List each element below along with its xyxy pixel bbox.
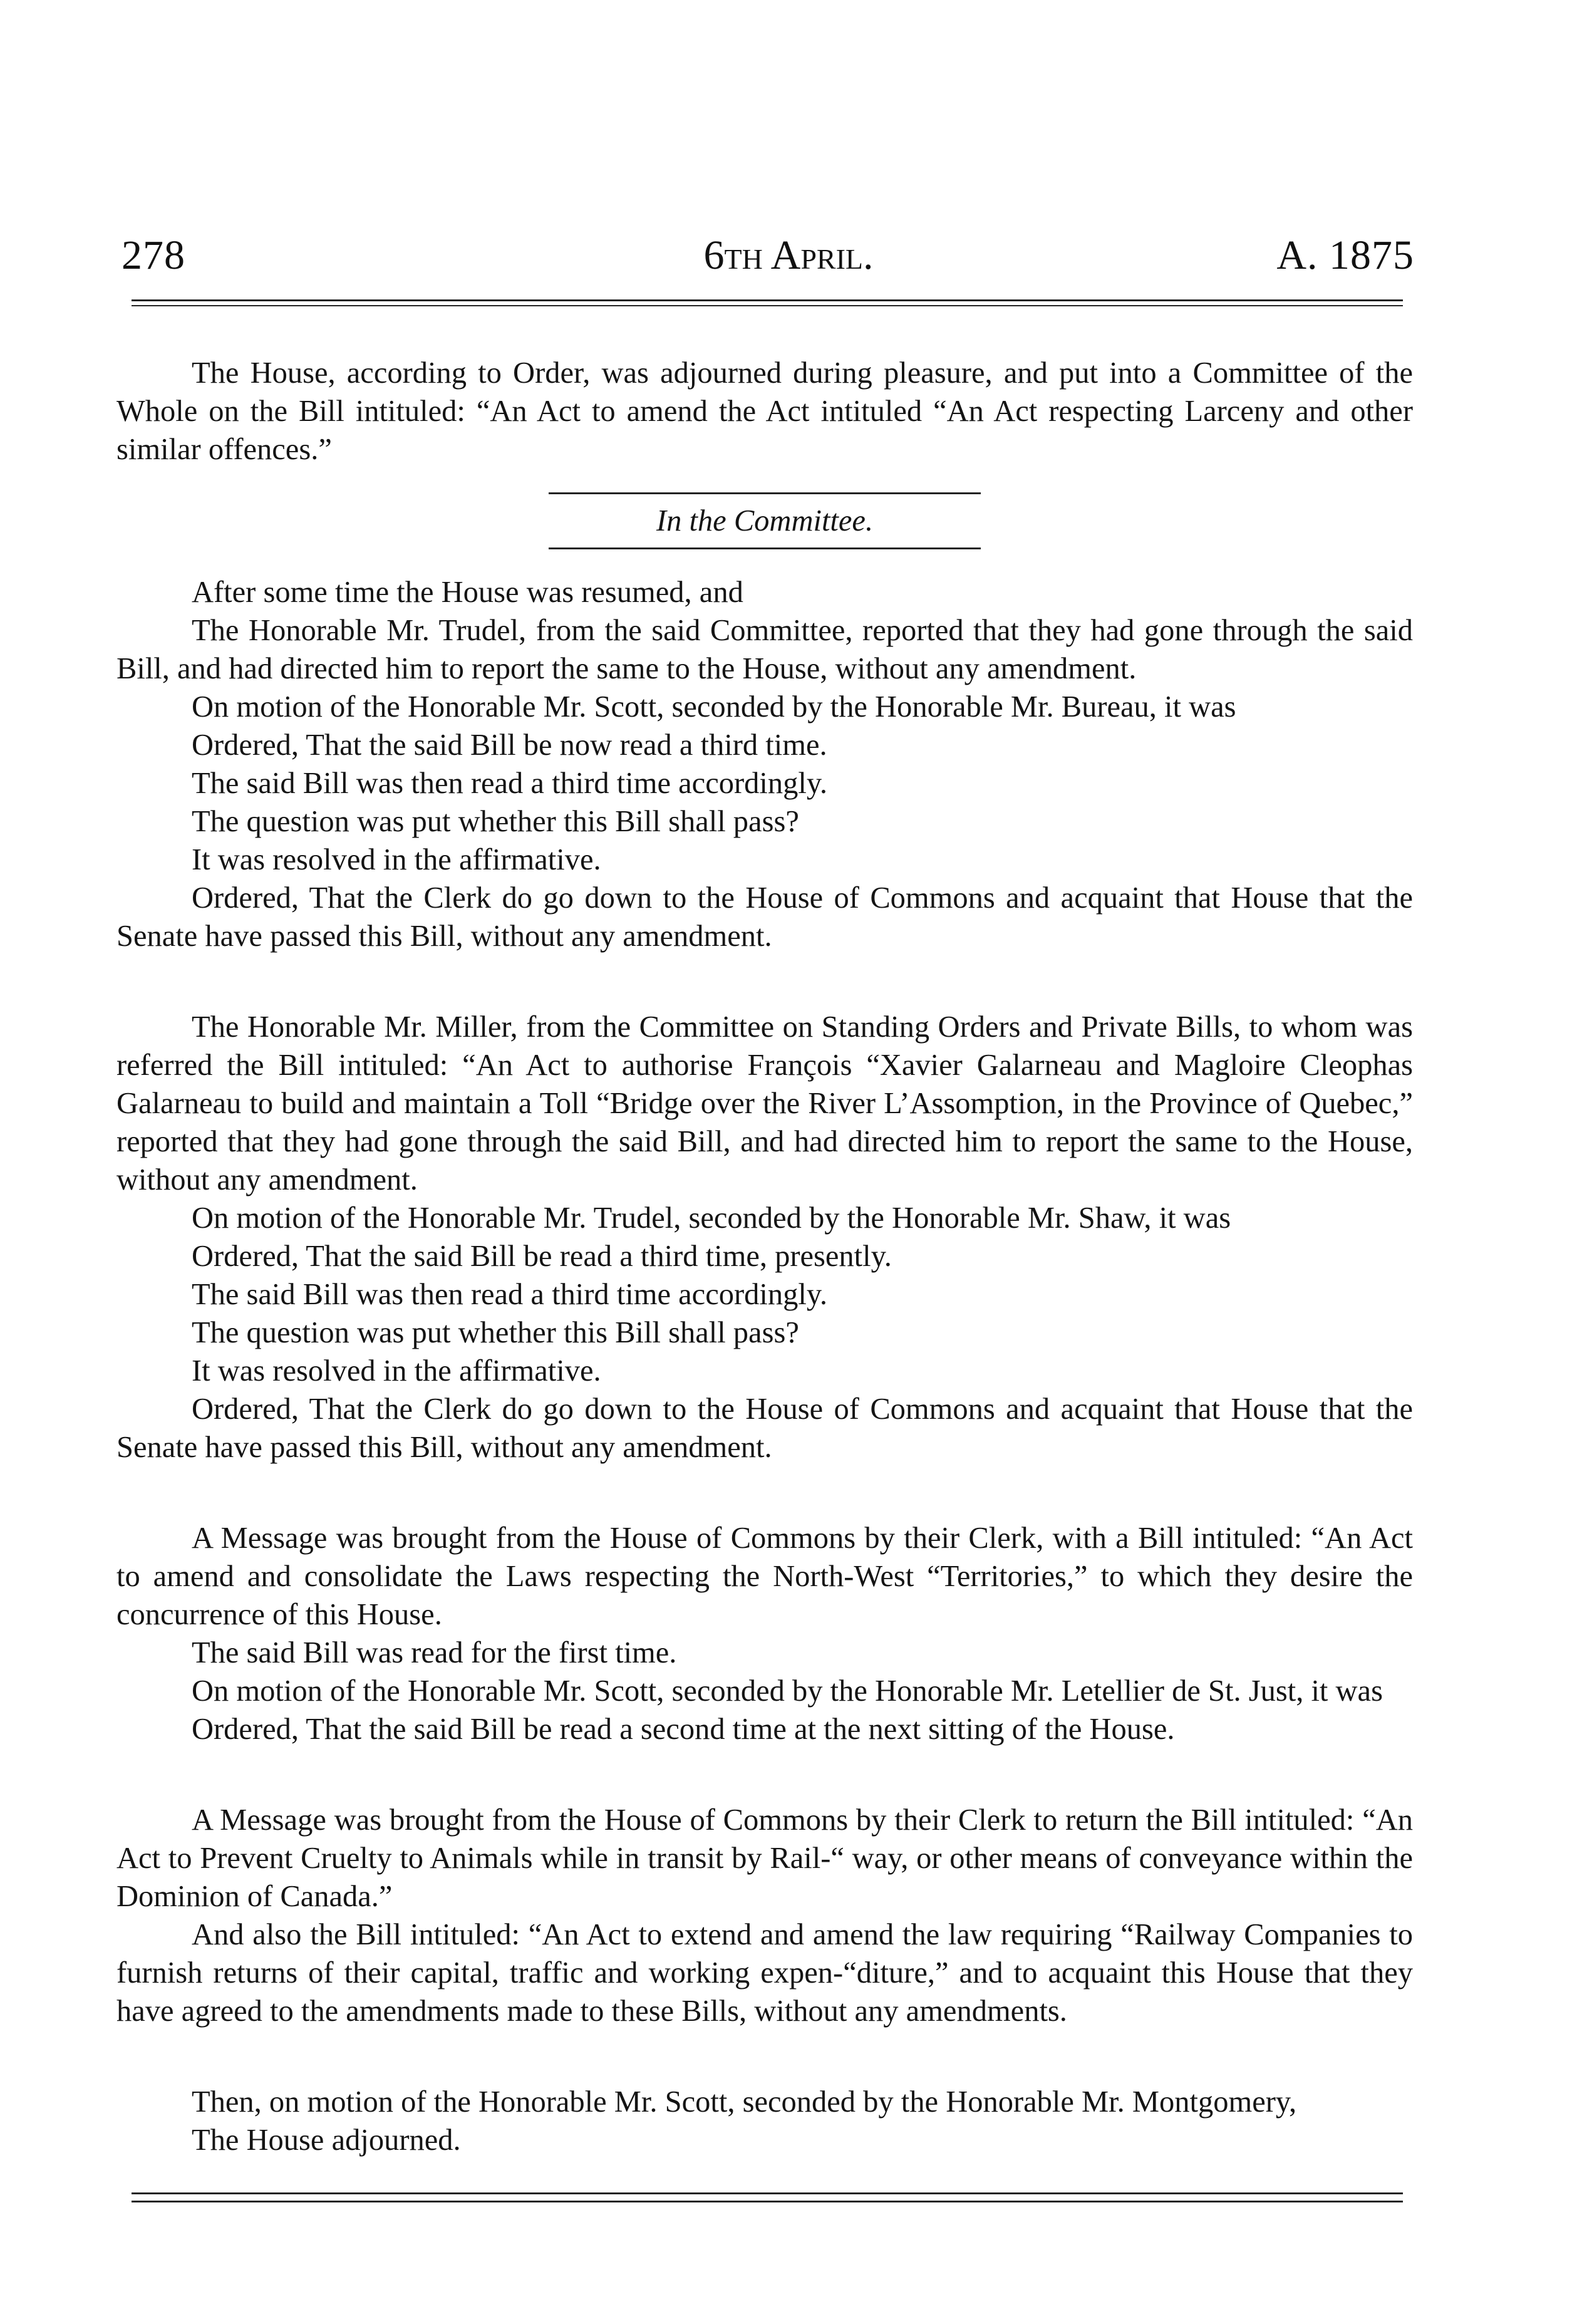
proceeding-line: The question was put whether this Bill shall pass? — [192, 805, 799, 838]
page-header — [0, 231, 1577, 281]
miller-section — [116, 1008, 1413, 1466]
proceeding-line: It was resolved in the affirmative. — [192, 843, 601, 876]
order-line: Ordered, That the Clerk do go down to the House of Commons and acquaint that House that the Senate have passed this Bill, without any amendment. — [116, 881, 1413, 953]
proceeding-line: And also the Bill intituled: “An Act to extend and amend the law requiring “Railway Companies to furnish returns of their capital, traffic and working expen-“diture,” and to acquaint this House that they have agreed to the amendments made to these Bills, without any amendments. — [116, 1918, 1413, 2028]
committee-rule-bottom — [549, 547, 981, 549]
proceeding-line: The said Bill was then read a third time accordingly. — [192, 767, 828, 800]
intro-paragraph: The House, according to Order, was adjourned during pleasure, and put into a Committee of the Whole on the Bill intituled: “An Act to amend the Act intituled “An Act respecting Larceny and other similar offences.” — [116, 356, 1413, 466]
committee-section — [116, 573, 1413, 955]
proceeding-line: A Message was brought from the House of Commons by their Clerk to return the Bill intituled: “An Act to Prevent Cruelty to Animals while in transit by Rail-“ way, or other means of conveyance within the Dominion of Canada.” — [116, 1803, 1413, 1913]
header-rule-top — [132, 299, 1403, 301]
header-rule-bottom — [132, 305, 1403, 306]
proceeding-line: The said Bill was read for the first time. — [192, 1636, 677, 1669]
proceeding-line: After some time the House was resumed, and — [192, 576, 743, 609]
order-line: Ordered, That the said Bill be read a second time at the next sitting of the House. — [192, 1713, 1175, 1746]
order-line: Ordered, That the said Bill be now read a third time. — [192, 729, 827, 762]
message-section-return — [116, 1801, 1413, 2030]
end-rule — [132, 2201, 1403, 2202]
committee-rule-top — [549, 492, 981, 494]
page-number: 278 — [122, 232, 185, 278]
proceeding-line: The Honorable Mr. Trudel, from the said Committee, reported that they had gone through the said Bill, and had directed him to report the same to the House, without any amendment. — [116, 614, 1413, 685]
message-section-northwest — [116, 1519, 1413, 1748]
adjournment-section — [116, 2083, 1413, 2159]
proceeding-line: On motion of the Honorable Mr. Scott, seconded by the Honorable Mr. Bureau, it was — [192, 690, 1236, 724]
committee-heading: In the Committee. — [656, 504, 874, 537]
proceeding-line: On motion of the Honorable Mr. Trudel, seconded by the Honorable Mr. Shaw, it was — [192, 1201, 1231, 1235]
page-date: 6th April. — [703, 232, 874, 278]
proceeding-line: The Honorable Mr. Miller, from the Committee on Standing Orders and Private Bills, to whom was referred the Bill intituled: “An Act to authorise François “Xavier Galarneau and Magloire Cleophas Galarneau to build and maintain a Toll “Bridge over the River L’Assomption, in the Province of Quebec,” reported that they had gone through the said Bill, and had directed him to report the same to the House, without any amendment. — [116, 1010, 1413, 1196]
end-rules — [132, 2192, 1403, 2209]
page-year: A. 1875 — [1276, 232, 1414, 278]
proceeding-line: It was resolved in the affirmative. — [192, 1354, 601, 1388]
adjournment-line: The House adjourned. — [192, 2124, 461, 2157]
proceeding-line: Then, on motion of the Honorable Mr. Scott, seconded by the Honorable Mr. Montgomery, — [192, 2085, 1297, 2119]
proceeding-line: A Message was brought from the House of Commons by their Clerk, with a Bill intituled: “An Act to amend and consolidate the Laws respecting the North-West “Territories,” to which they desire the concurrence of this House. — [116, 1522, 1413, 1631]
end-rule — [132, 2192, 1403, 2194]
order-line: Ordered, That the Clerk do go down to the House of Commons and acquaint that House that the Senate have passed this Bill, without any amendment. — [116, 1393, 1413, 1464]
journal-body — [116, 354, 1413, 2159]
proceeding-line: On motion of the Honorable Mr. Scott, seconded by the Honorable Mr. Letellier de St. Just, it was — [192, 1674, 1383, 1708]
order-line: Ordered, That the said Bill be read a third time, presently. — [192, 1240, 892, 1273]
proceeding-line: The question was put whether this Bill shall pass? — [192, 1316, 799, 1349]
proceeding-line: The said Bill was then read a third time accordingly. — [192, 1278, 828, 1311]
